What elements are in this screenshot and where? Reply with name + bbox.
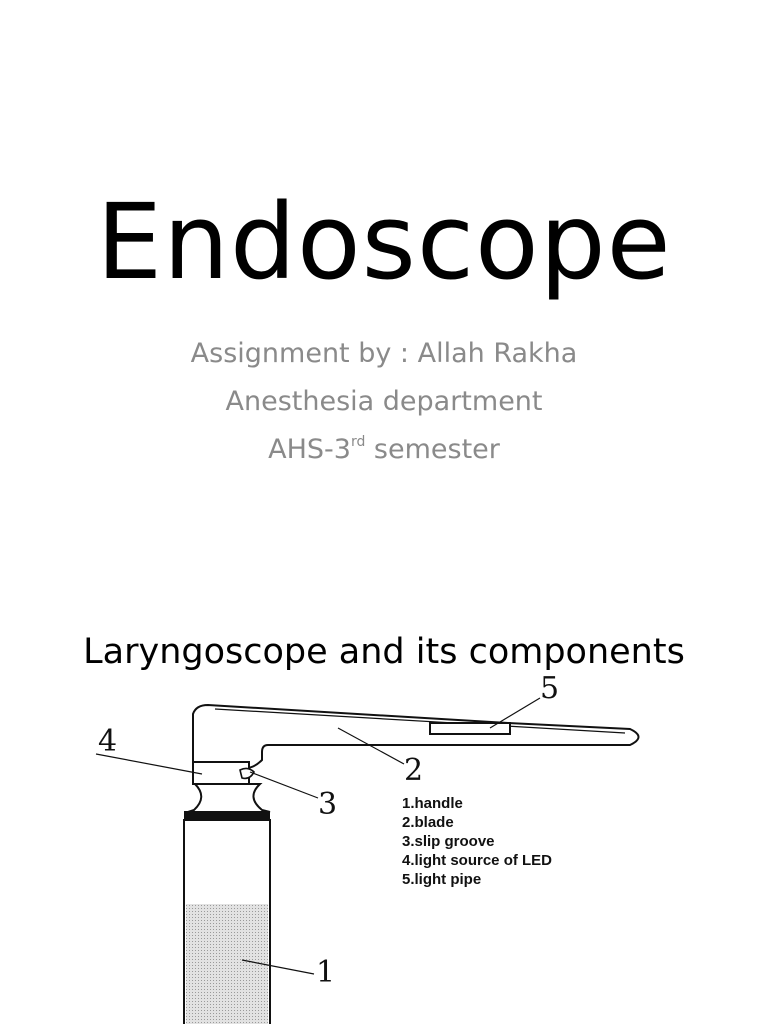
- handle-neck-shape: [188, 784, 270, 812]
- callout-3: 3: [318, 787, 338, 822]
- legend-item-handle: 1.handle: [402, 795, 463, 812]
- slide-heading: Laryngoscope and its components: [83, 632, 685, 672]
- callout-2: 2: [404, 753, 424, 788]
- callout-5: 5: [540, 671, 560, 706]
- callout-4: 4: [98, 724, 118, 759]
- slide-title: Endoscope: [96, 181, 672, 303]
- light-pipe-shape: [430, 723, 510, 734]
- semester-line: [0, 434, 768, 465]
- legend-item-blade: 2.blade: [402, 814, 454, 831]
- laryngoscope-slide: [0, 512, 768, 1024]
- legend-item-light-source: 4.light source of LED: [402, 852, 553, 869]
- laryngoscope-diagram: [0, 512, 768, 1024]
- handle-grip-shape: [186, 904, 268, 1024]
- author-line: Assignment by : Allah Rakha: [190, 338, 578, 369]
- legend-item-slip-groove: 3.slip groove: [402, 833, 495, 850]
- semester-prefix: AHS-3: [268, 434, 351, 465]
- handle-band-shape: [184, 811, 270, 820]
- department-line: Anesthesia department: [225, 386, 543, 417]
- legend-item-light-pipe: 5.light pipe: [402, 871, 482, 888]
- components-legend: [402, 794, 552, 889]
- slip-groove-shape: [240, 768, 254, 778]
- semester-suffix: semester: [365, 434, 500, 465]
- semester-superscript: rd: [350, 434, 366, 450]
- callout-1: 1: [316, 955, 336, 990]
